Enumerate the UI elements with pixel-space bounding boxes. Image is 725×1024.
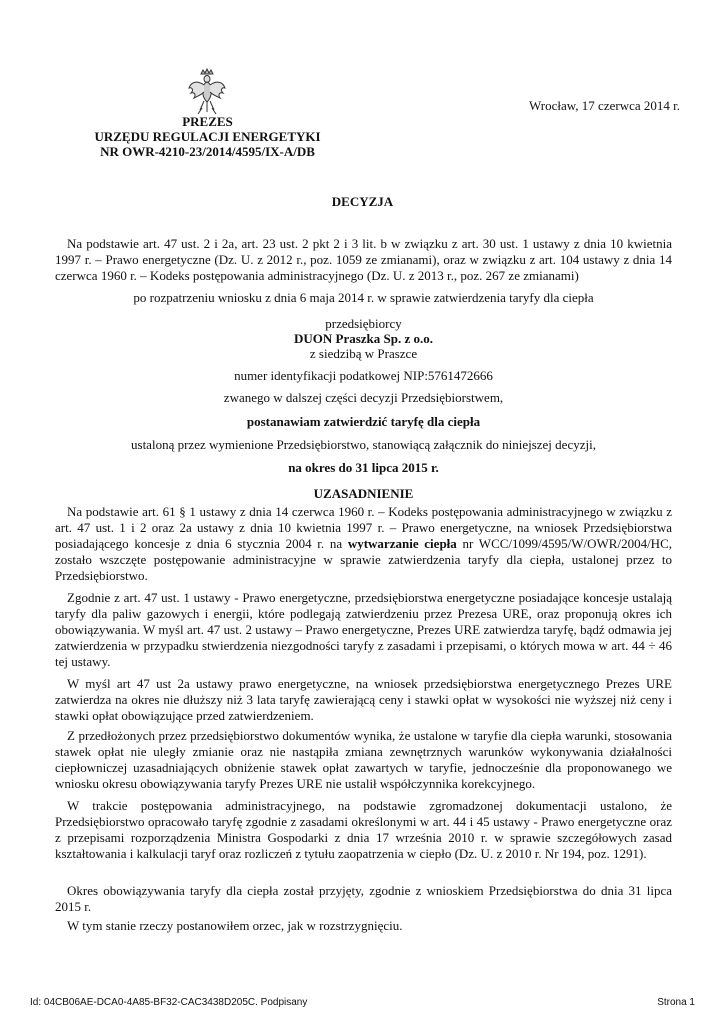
tariff-set-by-text: ustaloną przez wymienione Przedsiębiorstwo, stanowiącą załącznik do niniejszej decyzji, xyxy=(131,437,596,452)
footer-document-id: Id: 04CB06AE-DCA0-4A85-BF32-CAC3438D205C. Podpisany xyxy=(30,997,308,1008)
decision-legal-basis: Na podstawie art. 47 ust. 2 i 2a, art. 23 ust. 2 pkt 2 i 3 lit. b w związku z art. 30 ust. 1 ustawy z dnia 10 kwietnia 1997 r. – Prawo energetyczne (Dz. U. z 2012 r., poz. 1059 ze zmianami), oraz w związku z art. 104 ustawy z dnia 14 czerwca 1960 r. – Kodeks postępowania administracyjnego (Dz. U. z 2013 r., poz. 267 ze zmianami) xyxy=(55,236,672,283)
place-date: Wrocław, 17 czerwca 2014 r. xyxy=(529,98,680,113)
justification-paragraph-7: W tym stanie rzeczy postanowiłem orzec, jak w rozstrzygnięciu. xyxy=(67,918,403,933)
justification-paragraph-1 xyxy=(55,504,672,584)
issuer-line-3: NR OWR-4210-23/2014/4595/IX-A/DB xyxy=(100,144,315,159)
entrepreneur-label: przedsiębiorcy xyxy=(325,316,402,331)
footer-page-number: Strona 1 xyxy=(657,997,695,1008)
hereinafter-text: zwanego w dalszej części decyzji Przedsiębiorstwem, xyxy=(223,390,504,405)
tax-id: numer identyfikacji podatkowej NIP:5761472666 xyxy=(234,368,493,383)
entrepreneur-seat: z siedzibą w Praszce xyxy=(309,346,418,361)
justification-paragraph-5: W trakcie postępowania administracyjnego, na podstawie zgromadzonej dokumentacji ustalono, że Przedsiębiorstwo opracowało taryfę zgodnie z zasadami określonymi w art. 44 i 45 ustawy - Prawo energetyczne oraz z przepisami rozporządzenia Ministra Gospodarki z dnia 17 września 2010 r. w sprawie szczegółowych zasad kształtowania i kalkulacji taryf oraz rozliczeń z tytułu zaopatrzenia w ciepło (Dz. U. z 2010 r. Nr 194, poz. 1291). xyxy=(55,798,672,861)
polish-eagle-emblem xyxy=(187,68,227,116)
justification-paragraph-3: W myśl art 47 ust 2a ustawy prawo energetyczne, na wniosek przedsiębiorstwa energetycznego Prezes URE zatwierdza na okres nie dłuższy niż 3 lata taryfę zawierającą ceny i stawki opłat w wysokości nie wyższej niż ceny i stawki opłat obowiązujące przed zatwierdzeniem. xyxy=(55,676,672,723)
justification-paragraph-4: Z przedłożonych przez przedsiębiorstwo dokumentów wynika, że ustalone w taryfie dla ciepła warunki, stosowania stawek opłat nie uległy zmianie oraz nie nastąpiła zmiana zewnętrznych warunków wykonywania działalności ciepłowniczej uzasadniających obniżenie stawek opłat zawartych w taryfie, jednocześnie dla proponowanego we wniosku okresu obowiązywania taryfy Prezes URE nie ustalił współczynnika korekcyjnego. xyxy=(55,728,672,791)
resolution-text: postanawiam zatwierdzić taryfę dla ciepła xyxy=(246,414,481,429)
tariff-period: na okres do 31 lipca 2015 r. xyxy=(288,460,439,475)
justification-paragraph-2: Zgodnie z art. 47 ust. 1 ustawy - Prawo energetyczne, przedsiębiorstwa energetyczne posiadające koncesje ustalają taryfy dla paliw gazowych i energii, które podlegają zatwierdzeniu przez Prezesa URE, oraz proponują okres ich obowiązywania. W myśl art. 47 ust. 2 ustawy – Prawo energetyczne, Prezes URE zatwierdza taryfę, bądź odmawia jej zatwierdzenia w przypadku stwierdzenia niezgodności taryfy z zasadami i przepisami, o których mowa w art. 44 ÷ 46 tej ustawy. xyxy=(55,590,672,669)
justification-title: UZASADNIENIE xyxy=(313,486,414,501)
decision-title: DECYZJA xyxy=(331,194,394,209)
entrepreneur-name: DUON Praszka Sp. z o.o. xyxy=(293,331,434,346)
justification-paragraph-6: Okres obowiązywania taryfy dla ciepła został przyjęty, zgodnie z wnioskiem Przedsiębiorstwa do dnia 31 lipca 2015 r. xyxy=(55,883,672,914)
p1-rest: nr WCC/1099/4595/W/OWR/2004/HC, zostało wszczęte postępowanie administracyjne w sprawie zatwierdzenia taryfy dla ciepła, ustalonej przez to Przedsiębiorstwo. xyxy=(55,536,672,583)
issuer-block xyxy=(70,114,345,159)
p1-text: Na podstawie art. 61 § 1 ustawy z dnia 14 czerwca 1960 r. – Kodeks postępowania administracyjnego w związku z art. 47 ust. 1 i 2 oraz 2a ustawy z dnia 10 kwietnia 1997 r. – Prawo energetyczne, na wniosek Przedsiębiorstwa posiadającego koncesje z dnia 6 stycznia 2004 r. na xyxy=(55,504,672,551)
after-review-text: po rozpatrzeniu wniosku z dnia 6 maja 2014 r. w sprawie zatwierdzenia taryfy dla ciepła xyxy=(133,290,594,305)
issuer-line-2: URZĘDU REGULACJI ENERGETYKI xyxy=(94,129,321,144)
issuer-line-1: PREZES xyxy=(182,114,233,129)
p1-bold: wytwarzanie ciepła xyxy=(347,536,457,551)
